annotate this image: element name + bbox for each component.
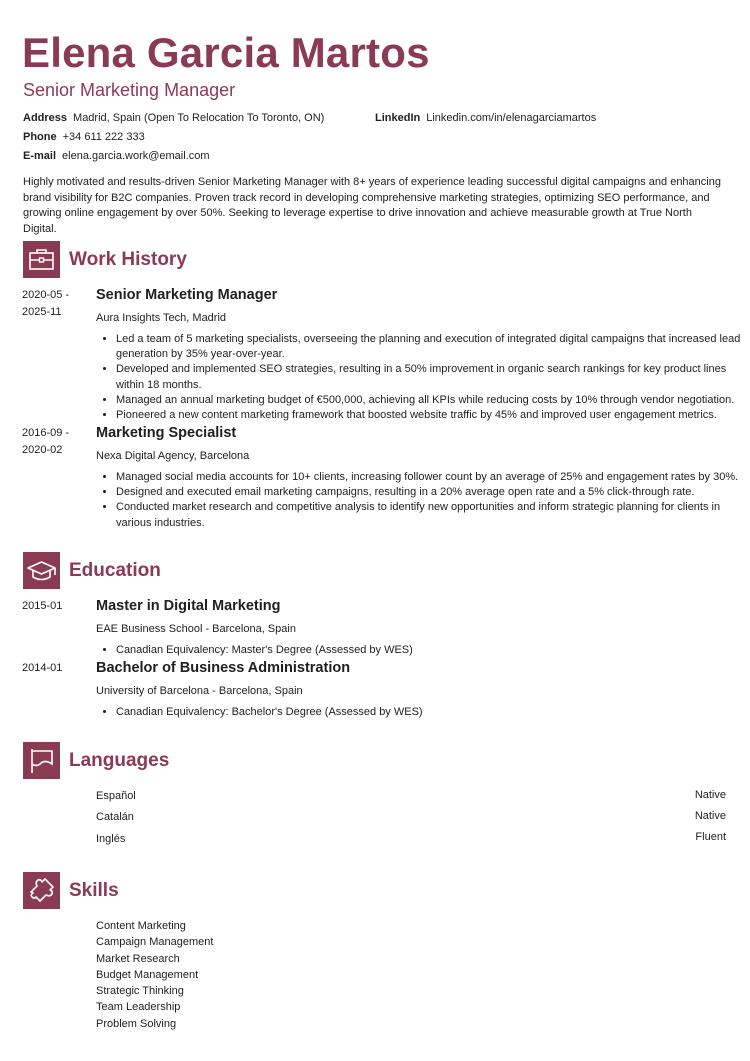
job-bullet: • Developed and implemented SEO strategies, resulting in a 50% improvement in organic search rankings for key product lines within 18 months. — [116, 362, 746, 392]
education-degree: Bachelor of Business Administration — [96, 660, 351, 676]
email-label: E-mail — [23, 150, 57, 162]
job-title: Senior Marketing Manager — [96, 287, 278, 303]
language-level: Fluent — [695, 831, 726, 843]
contact-linkedin — [375, 111, 596, 125]
education-date: 2014-01 — [22, 662, 63, 674]
skill-item: Strategic Thinking — [96, 985, 184, 998]
contact-address — [23, 111, 324, 125]
job-company: Aura Insights Tech, Madrid — [96, 312, 227, 324]
education-bullets — [96, 643, 746, 658]
skill-item: Problem Solving — [96, 1017, 177, 1030]
education-bullets — [96, 705, 746, 720]
candidate-title: Senior Marketing Manager — [23, 80, 236, 100]
job-dates: 2016-09 - 2020-02 — [22, 427, 70, 456]
contact-phone — [23, 130, 145, 144]
job-bullets — [96, 332, 746, 423]
language-name: Catalán — [96, 811, 134, 823]
job-bullet: • Pioneered a new content marketing framework that boosted website traffic by 45% and improved user engagement metrics. — [116, 408, 746, 423]
skill-item: Budget Management — [96, 968, 199, 981]
education-school: EAE Business School - Barcelona, Spain — [96, 623, 296, 635]
linkedin-value[interactable]: Linkedin.com/in/elenagarciamartos — [426, 112, 597, 124]
address-label: Address — [23, 112, 68, 124]
briefcase-icon — [23, 241, 60, 278]
flag-icon — [23, 742, 60, 779]
skill-item: Content Marketing — [96, 920, 186, 932]
puzzle-icon — [23, 872, 60, 909]
education-degree: Master in Digital Marketing — [96, 598, 281, 614]
email-value[interactable]: elena.garcia.work@email.com — [62, 150, 210, 162]
job-title: Marketing Specialist — [96, 425, 237, 441]
skills-list — [96, 918, 213, 1032]
education-bullet: • Canadian Equivalency: Master's Degree (Assessed by WES) — [116, 643, 746, 658]
address-value: Madrid, Spain (Open To Relocation To Toronto, ON) — [73, 112, 325, 124]
job-bullet: • Managed social media accounts for 10+ clients, increasing follower count by an average of 25% and engagement rates by 30%. — [116, 470, 746, 485]
job-bullets — [96, 470, 746, 531]
phone-label: Phone — [23, 131, 57, 143]
profile-summary: Highly motivated and results-driven Senior Marketing Manager with 8+ years of experience leading successful digital campaigns and enhancing brand visibility for B2C companies. Proven track record in developing comprehensive marketing strategies, optimizing SEO performance, and growing online engagement by over 50%. Seeking to leverage expertise to drive innovation and achieve measurable growth at True North Digital. — [23, 176, 721, 235]
contact-email — [23, 149, 210, 163]
education-heading: Education — [69, 560, 161, 581]
work-history-heading: Work History — [69, 249, 187, 270]
education-bullet: • Canadian Equivalency: Bachelor's Degree (Assessed by WES) — [116, 705, 746, 720]
language-level: Native — [694, 789, 726, 801]
job-company: Nexa Digital Agency, Barcelona — [96, 450, 250, 462]
skill-item: Market Research — [96, 952, 180, 965]
job-dates: 2020-05 - 2025-11 — [22, 289, 70, 318]
phone-value: +34 611 222 333 — [62, 131, 145, 143]
language-name: Inglés — [96, 833, 126, 845]
linkedin-label: LinkedIn — [375, 112, 421, 124]
job-bullet: • Managed an annual marketing budget of €500,000, achieving all KPIs while reducing costs by 10% through vendor negotiation. — [116, 393, 746, 408]
candidate-name: Elena Garcia Martos — [22, 29, 430, 76]
languages-heading: Languages — [69, 750, 170, 771]
skills-heading: Skills — [69, 880, 119, 901]
education-school: University of Barcelona - Barcelona, Spain — [96, 685, 303, 697]
job-bullet: • Led a team of 5 marketing specialists, overseeing the planning and execution of integrated digital campaigns that increased lead generation by 35% year-over-year. — [116, 332, 746, 362]
graduation-cap-icon — [23, 552, 60, 589]
language-level: Native — [694, 810, 726, 822]
job-bullet: • Conducted market research and competitive analysis to identify new opportunities and inform strategic planning for clients in various industries. — [116, 500, 746, 530]
skill-item: Team Leadership — [96, 1001, 181, 1014]
skill-item: Campaign Management — [96, 936, 214, 949]
education-date: 2015-01 — [22, 600, 63, 612]
job-bullet: • Designed and executed email marketing campaigns, resulting in a 20% average open rate and a 5% click-through rate. — [116, 485, 746, 500]
language-name: Español — [96, 790, 136, 802]
